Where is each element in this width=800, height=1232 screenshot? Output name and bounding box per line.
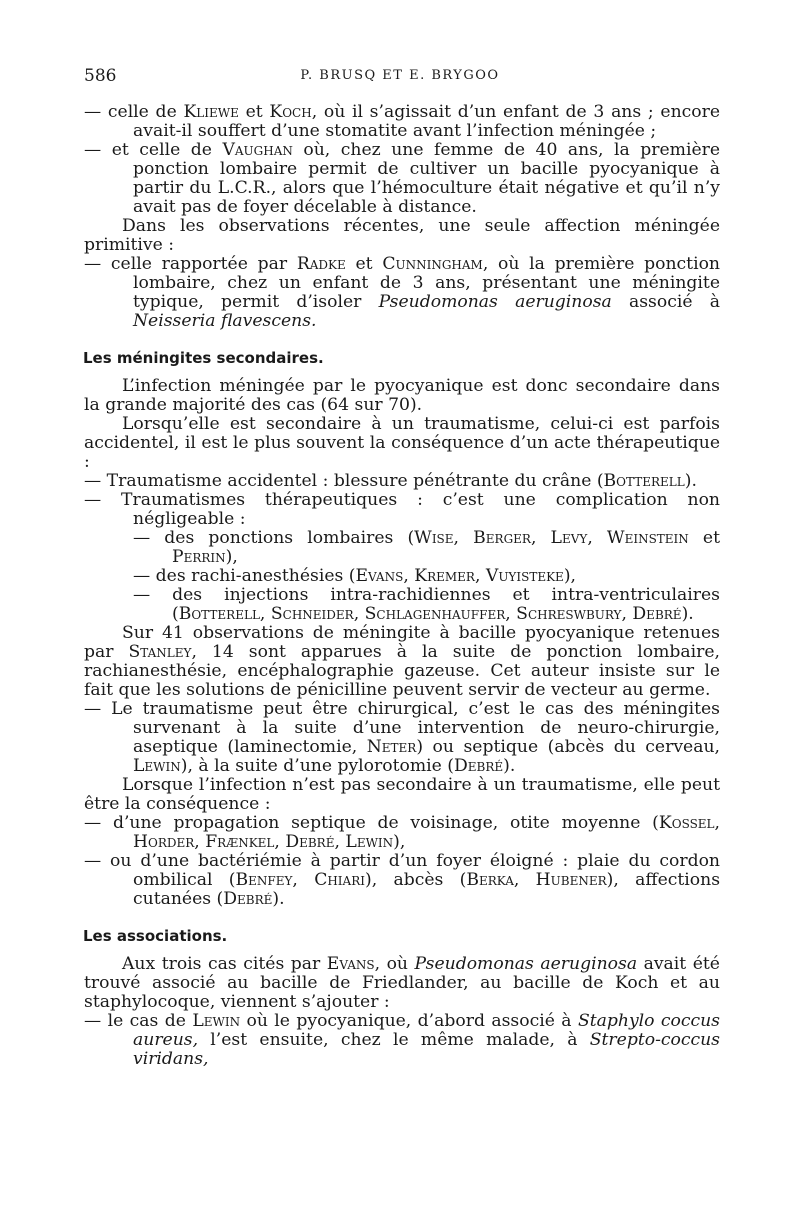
text-run: — et celle de: [84, 140, 223, 160]
paragraph: [84, 776, 720, 814]
author-name: Vuyisteke: [485, 566, 564, 586]
list-item: [84, 141, 720, 217]
list-item: [84, 529, 720, 567]
text-run: ), affections cutanées (: [133, 870, 721, 909]
italic-term: Staphylo coccus aureus,: [133, 1011, 721, 1050]
text-run: — le cas de: [84, 1011, 193, 1031]
author-name: Horder: [133, 832, 195, 852]
text-run: ), à la suite d’une pylorotomie (: [180, 756, 454, 776]
text-run: — des ponctions lombaires (: [133, 528, 415, 548]
text-run: ,: [353, 604, 365, 624]
text-run: — celle rapportée par: [84, 254, 297, 274]
text-run: ,: [274, 832, 286, 852]
text-run: ) ou septique (abcès du cerveau,: [416, 737, 720, 757]
author-name: Cunningham: [382, 254, 483, 274]
text-run: Lorsqu’elle est secondaire à un traumatisme, celui-ci est parfois accidentel, il est le plus souvent la conséquence d’un acte thérapeutique :: [84, 414, 720, 472]
text-run: ,: [259, 604, 271, 624]
text-run: — ou d’une bactériémie à partir d’un foyer éloigné : plaie du cordon ombilical (: [84, 851, 720, 890]
text-run: ),: [225, 547, 238, 567]
author-name: Debré: [285, 832, 335, 852]
italic-term: Pseudomonas aeruginosa: [378, 292, 612, 312]
text-run: ).: [503, 756, 516, 776]
text-run: , où la première ponction lombaire, chez un enfant de 3 ans, présentant une méningite typique, permit d’isoler: [133, 254, 720, 312]
author-name: Kossel: [658, 813, 715, 833]
author-name: Frænkel: [205, 832, 275, 852]
author-name: Lewin: [192, 1011, 241, 1031]
author-name: Chiari: [314, 870, 365, 890]
author-name: Berka: [466, 870, 514, 890]
text-run: ,: [292, 870, 315, 890]
list-item: [84, 814, 720, 852]
text-run: associé à: [611, 292, 720, 312]
text-run: — Traumatismes thérapeutiques : c’est une complication non négligeable :: [84, 490, 720, 529]
paragraph: [84, 955, 720, 1012]
text-run: ,: [453, 528, 474, 548]
page-number: 586: [84, 66, 117, 86]
paragraph: [84, 415, 720, 472]
text-run: ),: [563, 566, 576, 586]
text-run: ).: [684, 471, 697, 491]
author-name: Evans: [326, 954, 375, 974]
list-item: [84, 491, 720, 529]
text-run: où le pyocyanique, d’abord associé à: [240, 1011, 578, 1031]
text-run: ,: [403, 566, 415, 586]
body-text: [84, 103, 720, 1069]
section-heading: [83, 927, 720, 946]
text-run: ,: [513, 870, 536, 890]
list-item: [84, 103, 720, 141]
list-item: [84, 1012, 720, 1069]
text-run: ), abcès (: [365, 870, 467, 890]
text-run: ).: [272, 889, 285, 909]
author-name: Hubener: [535, 870, 607, 890]
text-run: ,: [505, 604, 517, 624]
author-name: Benfey: [235, 870, 293, 890]
text-run: ,: [474, 566, 486, 586]
list-item: [84, 700, 720, 776]
list-item: [84, 852, 720, 909]
author-name: Schreswbury: [516, 604, 622, 624]
author-name: Kremer: [414, 566, 475, 586]
author-name: Levy: [550, 528, 588, 548]
text-run: — Traumatisme accidentel : blessure pénétrante du crâne (: [84, 471, 604, 491]
text-run: L’infection méningée par le pyocyanique est donc secondaire dans la grande majorité des cas (64 sur 70).: [84, 376, 720, 415]
list-item: [84, 586, 720, 624]
author-name: Schlagenhauffer: [364, 604, 506, 624]
paragraph: [84, 624, 720, 700]
list-item: [84, 567, 720, 586]
list-item: [84, 255, 720, 331]
text-run: , 14 sont apparues à la suite de ponction lombaire, rachianesthésie, encéphalographie gazeuse. Cet auteur insiste sur le fait que les solutions de pénicilline peuvent servir de vecteur au germe.: [84, 642, 720, 700]
list-item: [84, 472, 720, 491]
paragraph: [84, 217, 720, 255]
author-name: Neter: [366, 737, 417, 757]
text-run: — d’une propagation septique de voisinage, otite moyenne (: [84, 813, 659, 833]
author-name: Debré: [632, 604, 682, 624]
text-run: ,: [714, 813, 720, 833]
text-run: et: [345, 254, 383, 274]
author-name: Koch: [269, 102, 312, 122]
text-run: — celle de: [84, 102, 184, 122]
italic-term: Strepto-coccus viridans,: [133, 1030, 720, 1069]
author-name: Kliewe: [183, 102, 239, 122]
text-run: ,: [194, 832, 206, 852]
text-run: ,: [587, 528, 607, 548]
author-name: Berger: [473, 528, 531, 548]
text-run: — des injections intra-rachidiennes et intra-ventriculaires (: [133, 585, 720, 624]
text-run: Dans les observations récentes, une seule affection méningée primitive :: [84, 216, 720, 255]
author-name: Lewin: [133, 756, 181, 776]
text-run: ),: [393, 832, 406, 852]
author-name: Radke: [296, 254, 346, 274]
running-title: P. BRUSQ ET E. BRYGOO: [300, 68, 500, 83]
text-run: où, chez une femme de 40 ans, la première ponction lombaire permit de cultiver un bacille pyocyanique à partir du L.C.R., alors que l’hémoculture était négative et qu’il n’y avait pas de foyer décelable à distance.: [133, 140, 721, 217]
text-run: ,: [334, 832, 346, 852]
author-name: Debré: [453, 756, 504, 776]
text-run: Aux trois cas cités par: [122, 954, 327, 974]
text-run: et: [688, 528, 720, 548]
text-run: , où il s’agissait d’un enfant de 3 ans ; encore avait-il souffert d’une stomatite avant l’infection méningée ;: [133, 102, 721, 141]
page-header: [84, 66, 716, 88]
text-run: l’est ensuite, chez le même malade, à: [198, 1030, 590, 1050]
author-name: Stanley: [128, 642, 192, 662]
paragraph: [84, 377, 720, 415]
text-run: avait été trouvé associé au bacille de Friedlander, au bacille de Koch et au staphylocoque, viennent s’ajouter :: [84, 954, 720, 1012]
author-name: Botterell: [178, 604, 260, 624]
author-name: Vaughan: [222, 140, 293, 160]
text-run: ,: [621, 604, 633, 624]
author-name: Perrin: [172, 547, 226, 567]
text-run: , où: [374, 954, 415, 974]
section-heading: [83, 349, 720, 368]
text-run: — Le traumatisme peut être chirurgical, c’est le cas des méningites survenant à la suite d’une intervention de neuro-chirurgie, aseptique (laminectomie,: [84, 699, 720, 757]
text-run: et: [238, 102, 270, 122]
text-run: Lorsque l’infection n’est pas secondaire à un traumatisme, elle peut être la conséquence :: [84, 775, 720, 814]
text-run: Les associations.: [83, 927, 228, 945]
author-name: Debré: [223, 889, 273, 909]
text-run: ,: [530, 528, 551, 548]
text-run: — des rachi-anesthésies (: [133, 566, 356, 586]
author-name: Wise: [414, 528, 454, 548]
italic-term: Pseudomonas aeruginosa: [414, 954, 638, 974]
text-run: Les méningites secondaires.: [83, 349, 324, 367]
author-name: Botterell: [603, 471, 685, 491]
author-name: Schneider: [270, 604, 354, 624]
text-run: Sur 41 observations de méningite à bacille pyocyanique retenues par: [84, 623, 720, 662]
author-name: Evans: [355, 566, 404, 586]
author-name: Weinstein: [606, 528, 689, 548]
author-name: Lewin: [345, 832, 394, 852]
text-run: ).: [681, 604, 694, 624]
italic-term: Neisseria flavescens.: [133, 311, 317, 331]
